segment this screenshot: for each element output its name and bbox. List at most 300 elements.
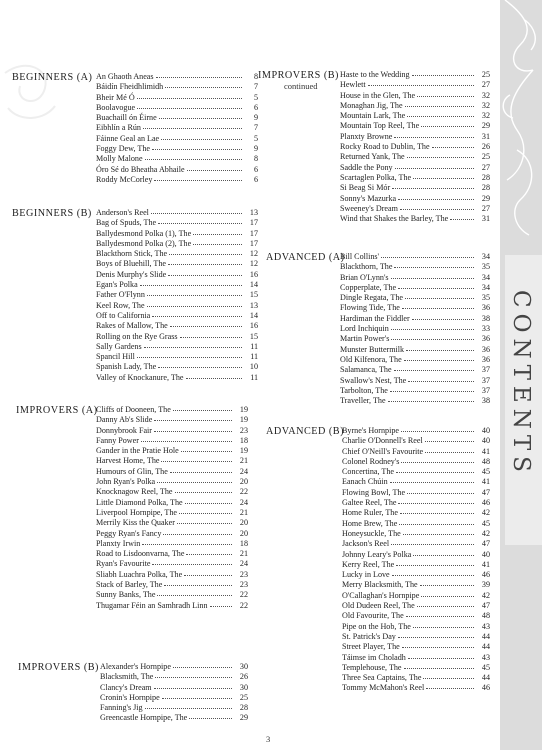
entry-title: Bill Collins' [340, 252, 380, 261]
entry-title: Ballydesmond Polka (2), The [96, 238, 192, 248]
entry-page: 32 [481, 90, 490, 100]
entry-title: Rakes of Mallow, The [96, 321, 168, 331]
entry-title: Roddy McCorley [96, 174, 153, 184]
entry-title: Foggy Dew, The [96, 144, 150, 154]
entry-title: Merrily Kiss the Quaker [96, 518, 175, 528]
entry-page: 16 [249, 321, 258, 331]
entry-title: Blacksmith, The [100, 672, 154, 682]
entry-title: House in the Glen, The [340, 90, 416, 100]
entry-title: Fanny Power [96, 435, 139, 445]
entry-title: Swallow's Nest, The [340, 375, 407, 385]
entry-title: Rolling on the Rye Grass [96, 331, 178, 341]
entry-page: 21 [239, 507, 248, 517]
entry-title: Cronin's Hornpipe [100, 692, 160, 702]
entry-page: 42 [481, 590, 490, 600]
entry-page: 35 [481, 293, 490, 303]
entry-page: 15 [249, 290, 258, 300]
entry-title: Sweeney's Dream [340, 203, 398, 213]
leader-dots [404, 354, 474, 361]
entry-title: Byrne's Hornpipe [342, 426, 399, 435]
entry-title: Wind that Shakes the Barley, The [340, 214, 449, 224]
entry-page: 19 [239, 446, 248, 456]
leader-dots [173, 404, 232, 411]
leader-dots [407, 487, 474, 494]
entry-title: Mountain Top Reel, The [340, 121, 420, 131]
entry-page: 45 [481, 467, 490, 477]
entry-page: 25 [481, 70, 490, 79]
entry-page: 40 [481, 436, 490, 446]
entry-page: 36 [481, 354, 490, 364]
entry-page: 7 [253, 123, 258, 133]
entry-title: Gander in the Pratie Hole [96, 446, 179, 456]
leader-dots [417, 90, 474, 97]
entry-list [100, 662, 248, 724]
section-heading: BEGINNERS (A) [12, 72, 93, 83]
entry-page: 27 [481, 203, 490, 213]
entry-page: 8 [253, 154, 258, 164]
entry-title: Valley of Knockanure, The [96, 372, 184, 382]
entry-title: Alexander's Hornpipe [100, 662, 171, 671]
entry-title: Danny Ab's Slide [96, 415, 153, 425]
entry-title: Home Ruler, The [342, 508, 398, 518]
leader-dots [164, 579, 232, 586]
leader-dots [403, 528, 474, 535]
entry-page: 5 [253, 133, 258, 143]
leader-dots [179, 507, 232, 514]
leader-dots [157, 589, 232, 596]
leader-dots [187, 164, 242, 171]
entry-page: 28 [481, 183, 490, 193]
entry-page: 22 [239, 600, 248, 610]
leader-dots [399, 518, 474, 525]
leader-dots [137, 351, 242, 358]
leader-dots [210, 600, 233, 607]
leader-dots [398, 497, 474, 504]
leader-dots [137, 102, 242, 109]
entry-title: Sliabh Luachra Polka, The [96, 569, 183, 579]
entry-title: Returned Yank, The [340, 152, 405, 162]
entry-title: Táimse im Choladh [342, 652, 406, 662]
leader-dots [143, 122, 242, 129]
entry-page: 34 [481, 282, 490, 292]
leader-dots [157, 476, 232, 483]
entry-title: Thugamar Féin an Samhradh Linn [96, 600, 208, 610]
entry-title: Hardiman the Fiddler [340, 313, 410, 323]
leader-dots [144, 341, 242, 348]
leader-dots [145, 702, 232, 709]
leader-dots [423, 672, 474, 679]
leader-dots [184, 569, 232, 576]
leader-dots [394, 261, 474, 268]
leader-dots [394, 364, 474, 371]
entry-page: 35 [481, 262, 490, 272]
entry-page: 9 [253, 144, 258, 154]
leader-dots [140, 279, 242, 286]
entry-title: Spancil Hill [96, 352, 135, 362]
entry-title: Street Player, The [342, 642, 400, 652]
leader-dots [161, 133, 242, 140]
entry-title: Sunny Banks, The [96, 590, 156, 600]
entry-page: 25 [239, 692, 248, 702]
section-heading: ADVANCED (A) [266, 252, 345, 263]
leader-dots [152, 310, 242, 317]
entry-page: 21 [239, 456, 248, 466]
leader-dots [392, 569, 474, 576]
entry-title: Óro Sé do Bheatha Abhaile [96, 164, 185, 174]
leader-dots [396, 466, 474, 473]
entry-page: 27 [481, 162, 490, 172]
entry-title: Stack of Barley, The [96, 580, 163, 590]
entry-title: Bag of Spuds, The [96, 218, 157, 228]
entry-list [96, 405, 248, 611]
page-title: CONTENTS [508, 290, 534, 478]
entry-title: Concertina, The [342, 467, 394, 477]
leader-dots [142, 538, 232, 545]
entry-page: 38 [481, 396, 490, 406]
leader-dots [412, 69, 474, 76]
leader-dots [170, 466, 232, 473]
leader-dots [407, 151, 474, 158]
leader-dots [151, 207, 242, 214]
entry-page: 12 [249, 249, 258, 259]
entry-page: 30 [239, 662, 248, 671]
section-heading: IMPROVERS (A) [16, 405, 98, 416]
entry-page: 23 [239, 580, 248, 590]
entry-page: 29 [481, 193, 490, 203]
leader-dots [193, 228, 242, 235]
leader-dots [165, 81, 242, 88]
entry-page: 44 [481, 642, 490, 652]
entry-page: 26 [481, 142, 490, 152]
entry-title: Lucky in Love [342, 570, 390, 580]
leader-dots [156, 71, 242, 78]
entry-title: Peggy Ryan's Fancy [96, 528, 162, 538]
leader-dots [407, 110, 474, 117]
entry-page: 19 [239, 415, 248, 425]
leader-dots [398, 282, 474, 289]
entry-title: Spanish Lady, The [96, 362, 157, 372]
leader-dots [408, 375, 474, 382]
entry-page: 38 [481, 313, 490, 323]
entry-title: Blackthorn Stick, The [96, 249, 168, 259]
entry-title: Colonel Rodney's [342, 456, 400, 466]
leader-dots [392, 182, 474, 189]
entry-page: 31 [481, 131, 490, 141]
entry-page: 48 [481, 611, 490, 621]
entry-title: Blackthorn, The [340, 262, 393, 272]
entry-list [96, 72, 258, 185]
entry-title: Fanning's Jig [100, 703, 143, 713]
entry-title: An Ghaoth Aneas [96, 72, 154, 81]
leader-dots [405, 100, 474, 107]
entry-page: 6 [253, 164, 258, 174]
leader-dots [406, 610, 474, 617]
entry-page: 26 [239, 672, 248, 682]
leader-dots [425, 435, 474, 442]
entry-title: Charlie O'Donnell's Reel [342, 436, 423, 446]
leader-dots [137, 92, 242, 99]
leader-dots [152, 143, 242, 150]
leader-dots [185, 497, 232, 504]
entry-title: Molly Malone [96, 154, 143, 164]
entry-list [340, 252, 490, 406]
entry-page: 18 [239, 538, 248, 548]
entry-title: Munster Buttermilk [340, 344, 405, 354]
entry-title: Copperplate, The [340, 282, 397, 292]
entry-page: 7 [253, 82, 258, 92]
leader-dots [189, 712, 232, 719]
entry-page: 19 [239, 405, 248, 414]
section-heading: ADVANCED (B) [266, 426, 344, 437]
entry-page: 8 [253, 72, 258, 81]
entry-title: Flowing Tide, The [340, 303, 400, 313]
entry-page: 15 [249, 331, 258, 341]
toc-entry[interactable] [96, 601, 248, 611]
entry-page: 16 [249, 269, 258, 279]
entry-title: Johnny Leary's Polka [342, 549, 412, 559]
entry-title: Sally Gardens [96, 341, 142, 351]
entry-page: 32 [481, 111, 490, 121]
leader-dots [432, 141, 474, 148]
entry-title: Scartaglen Polka, The [340, 172, 412, 182]
entry-title: Three Sea Captains, The [342, 673, 422, 683]
entry-page: 32 [481, 100, 490, 110]
leader-dots [391, 538, 474, 545]
section-continued-note: continued [284, 81, 318, 91]
leader-dots [168, 269, 242, 276]
entry-title: Liverpool Hornpipe, The [96, 507, 177, 517]
entry-title: Eibhlín a Rún [96, 123, 141, 133]
entry-page: 44 [481, 631, 490, 641]
leader-dots [391, 333, 474, 340]
toc-entry[interactable] [340, 396, 490, 406]
leader-dots [390, 385, 474, 392]
leader-dots [413, 172, 474, 179]
entry-title: Mountain Lark, The [340, 111, 406, 121]
leader-dots [147, 300, 242, 307]
entry-page: 40 [481, 549, 490, 559]
entry-page: 44 [481, 673, 490, 683]
entry-title: Báidín Fheidhlimidh [96, 82, 164, 92]
leader-dots [398, 193, 474, 200]
entry-page: 5 [253, 92, 258, 102]
entry-page: 20 [239, 477, 248, 487]
leader-dots [170, 320, 242, 327]
leader-dots [154, 414, 232, 421]
leader-dots [391, 272, 474, 279]
entry-title: Jackson's Reel [342, 539, 390, 549]
entry-title: Old Kilfenora, The [340, 354, 402, 364]
leader-dots [141, 435, 232, 442]
entry-title: Planxty Irwin [96, 538, 141, 548]
entry-page: 22 [239, 590, 248, 600]
entry-page: 6 [253, 174, 258, 184]
entry-title: Greencastle Hornpipe, The [100, 713, 188, 723]
entry-title: Saddle the Pony [340, 162, 393, 172]
leader-dots [168, 258, 242, 265]
entry-page: 17 [249, 238, 258, 248]
leader-dots [395, 162, 474, 169]
entry-page: 13 [249, 208, 258, 217]
entry-title: Bheir Mé Ó [96, 92, 135, 102]
leader-dots [186, 548, 232, 555]
entry-title: Galtee Reel, The [342, 498, 397, 508]
leader-dots [412, 313, 474, 320]
leader-dots [413, 549, 474, 556]
leader-dots [161, 455, 232, 462]
entry-page: 42 [481, 528, 490, 538]
entry-page: 11 [250, 372, 258, 382]
entry-title: Boys of Bluehill, The [96, 259, 166, 269]
entry-page: 43 [481, 621, 490, 631]
entry-page: 39 [481, 580, 490, 590]
leader-dots [405, 292, 474, 299]
leader-dots [175, 486, 233, 493]
entry-page: 11 [250, 341, 258, 351]
entry-title: Cliffs of Dooneen, The [96, 405, 171, 414]
leader-dots [400, 203, 474, 210]
leader-dots [391, 323, 474, 330]
entry-title: Denis Murphy's Slide [96, 269, 167, 279]
entry-title: Boolavogue [96, 102, 136, 112]
leader-dots [401, 456, 474, 463]
entry-title: Humours of Glin, The [96, 466, 168, 476]
entry-title: Planxty Browne [340, 131, 393, 141]
entry-page: 14 [249, 280, 258, 290]
entry-page: 17 [249, 228, 258, 238]
entry-title: Little Diamond Polka, The [96, 497, 183, 507]
leader-dots [158, 361, 242, 368]
leader-dots [186, 372, 242, 379]
entry-title: Egan's Polka [96, 280, 138, 290]
entry-page: 10 [249, 362, 258, 372]
leader-dots [181, 445, 232, 452]
toc-entry[interactable] [100, 713, 248, 723]
background-swirl-icon [0, 58, 60, 128]
entry-page: 21 [239, 549, 248, 559]
entry-page: 13 [249, 300, 258, 310]
leader-dots [425, 446, 474, 453]
entry-page: 28 [239, 703, 248, 713]
entry-title: Hewlett [340, 80, 366, 90]
entry-page: 24 [239, 466, 248, 476]
entry-title: Clancy's Dream [100, 682, 152, 692]
leader-dots [162, 692, 232, 699]
entry-page: 24 [239, 559, 248, 569]
leader-dots [147, 289, 242, 296]
leader-dots [388, 395, 474, 402]
entry-page: 23 [239, 425, 248, 435]
entry-page: 29 [239, 713, 248, 723]
leader-dots [450, 213, 474, 220]
entry-page: 40 [481, 426, 490, 435]
entry-page: 20 [239, 518, 248, 528]
entry-title: Fáinne Geal an Lae [96, 133, 160, 143]
entry-page: 37 [481, 365, 490, 375]
entry-page: 23 [239, 569, 248, 579]
leader-dots [420, 579, 474, 586]
leader-dots [193, 238, 242, 245]
leader-dots [163, 528, 232, 535]
entry-title: Kerry Reel, The [342, 559, 395, 569]
entry-page: 14 [249, 310, 258, 320]
entry-title: Father O'Flynn [96, 290, 145, 300]
entry-title: Sonny's Mazurka [340, 193, 397, 203]
entry-title: Rocky Road to Dublin, The [340, 142, 430, 152]
entry-page: 33 [481, 324, 490, 334]
toc-entry[interactable] [340, 214, 490, 224]
entry-title: Off to California [96, 310, 151, 320]
entry-page: 45 [481, 518, 490, 528]
entry-page: 36 [481, 344, 490, 354]
entry-title: Tommy McMahon's Reel [342, 683, 425, 693]
entry-page: 27 [481, 80, 490, 90]
entry-page: 17 [249, 218, 258, 228]
entry-title: Traveller, The [340, 396, 386, 406]
entry-page: 18 [239, 435, 248, 445]
entry-title: Anderson's Reel [96, 208, 149, 217]
leader-dots [417, 600, 474, 607]
leader-dots [398, 631, 474, 638]
leader-dots [154, 425, 232, 432]
entry-title: Martin Power's [340, 334, 390, 344]
leader-dots [381, 251, 474, 258]
entry-title: Ryan's Favourite [96, 559, 151, 569]
entry-page: 48 [481, 456, 490, 466]
entry-page: 42 [481, 508, 490, 518]
entry-title: Ballydesmond Polka (1), The [96, 228, 192, 238]
entry-page: 29 [481, 121, 490, 131]
entry-list [96, 208, 258, 383]
entry-title: Haste to the Wedding [340, 70, 410, 79]
leader-dots [154, 174, 242, 181]
entry-title: Honeysuckle, The [342, 528, 401, 538]
entry-title: Old Favourite, The [342, 611, 404, 621]
entry-title: O'Callaghan's Hornpipe [342, 590, 420, 600]
leader-dots [426, 682, 474, 689]
toc-entry[interactable] [96, 373, 258, 383]
entry-page: 36 [481, 303, 490, 313]
entry-page: 6 [253, 102, 258, 112]
entry-title: Templehouse, The [342, 662, 402, 672]
entry-page: 20 [239, 528, 248, 538]
section-heading: IMPROVERS (B) [18, 662, 99, 673]
entry-page: 46 [481, 683, 490, 693]
entry-page: 41 [481, 446, 490, 456]
entry-page: 46 [481, 498, 490, 508]
leader-dots [401, 425, 474, 432]
entry-title: Salamanca, The [340, 365, 392, 375]
entry-page: 37 [481, 375, 490, 385]
entry-title: Flowing Bowl, The [342, 487, 406, 497]
leader-dots [394, 131, 474, 138]
entry-title: Monaghan Jig, The [340, 100, 403, 110]
entry-title: John Ryan's Polka [96, 477, 156, 487]
page-number: 3 [266, 734, 271, 744]
leader-dots [400, 507, 474, 514]
toc-entry[interactable] [96, 175, 258, 185]
entry-page: 41 [481, 559, 490, 569]
entry-page: 47 [481, 487, 490, 497]
entry-title: Road to Lisdoonvarna, The [96, 549, 185, 559]
leader-dots [404, 662, 474, 669]
leader-dots [173, 661, 232, 668]
leader-dots [402, 641, 474, 648]
toc-entry[interactable] [342, 683, 490, 693]
entry-page: 43 [481, 652, 490, 662]
entry-page: 30 [239, 682, 248, 692]
entry-page: 31 [481, 214, 490, 224]
